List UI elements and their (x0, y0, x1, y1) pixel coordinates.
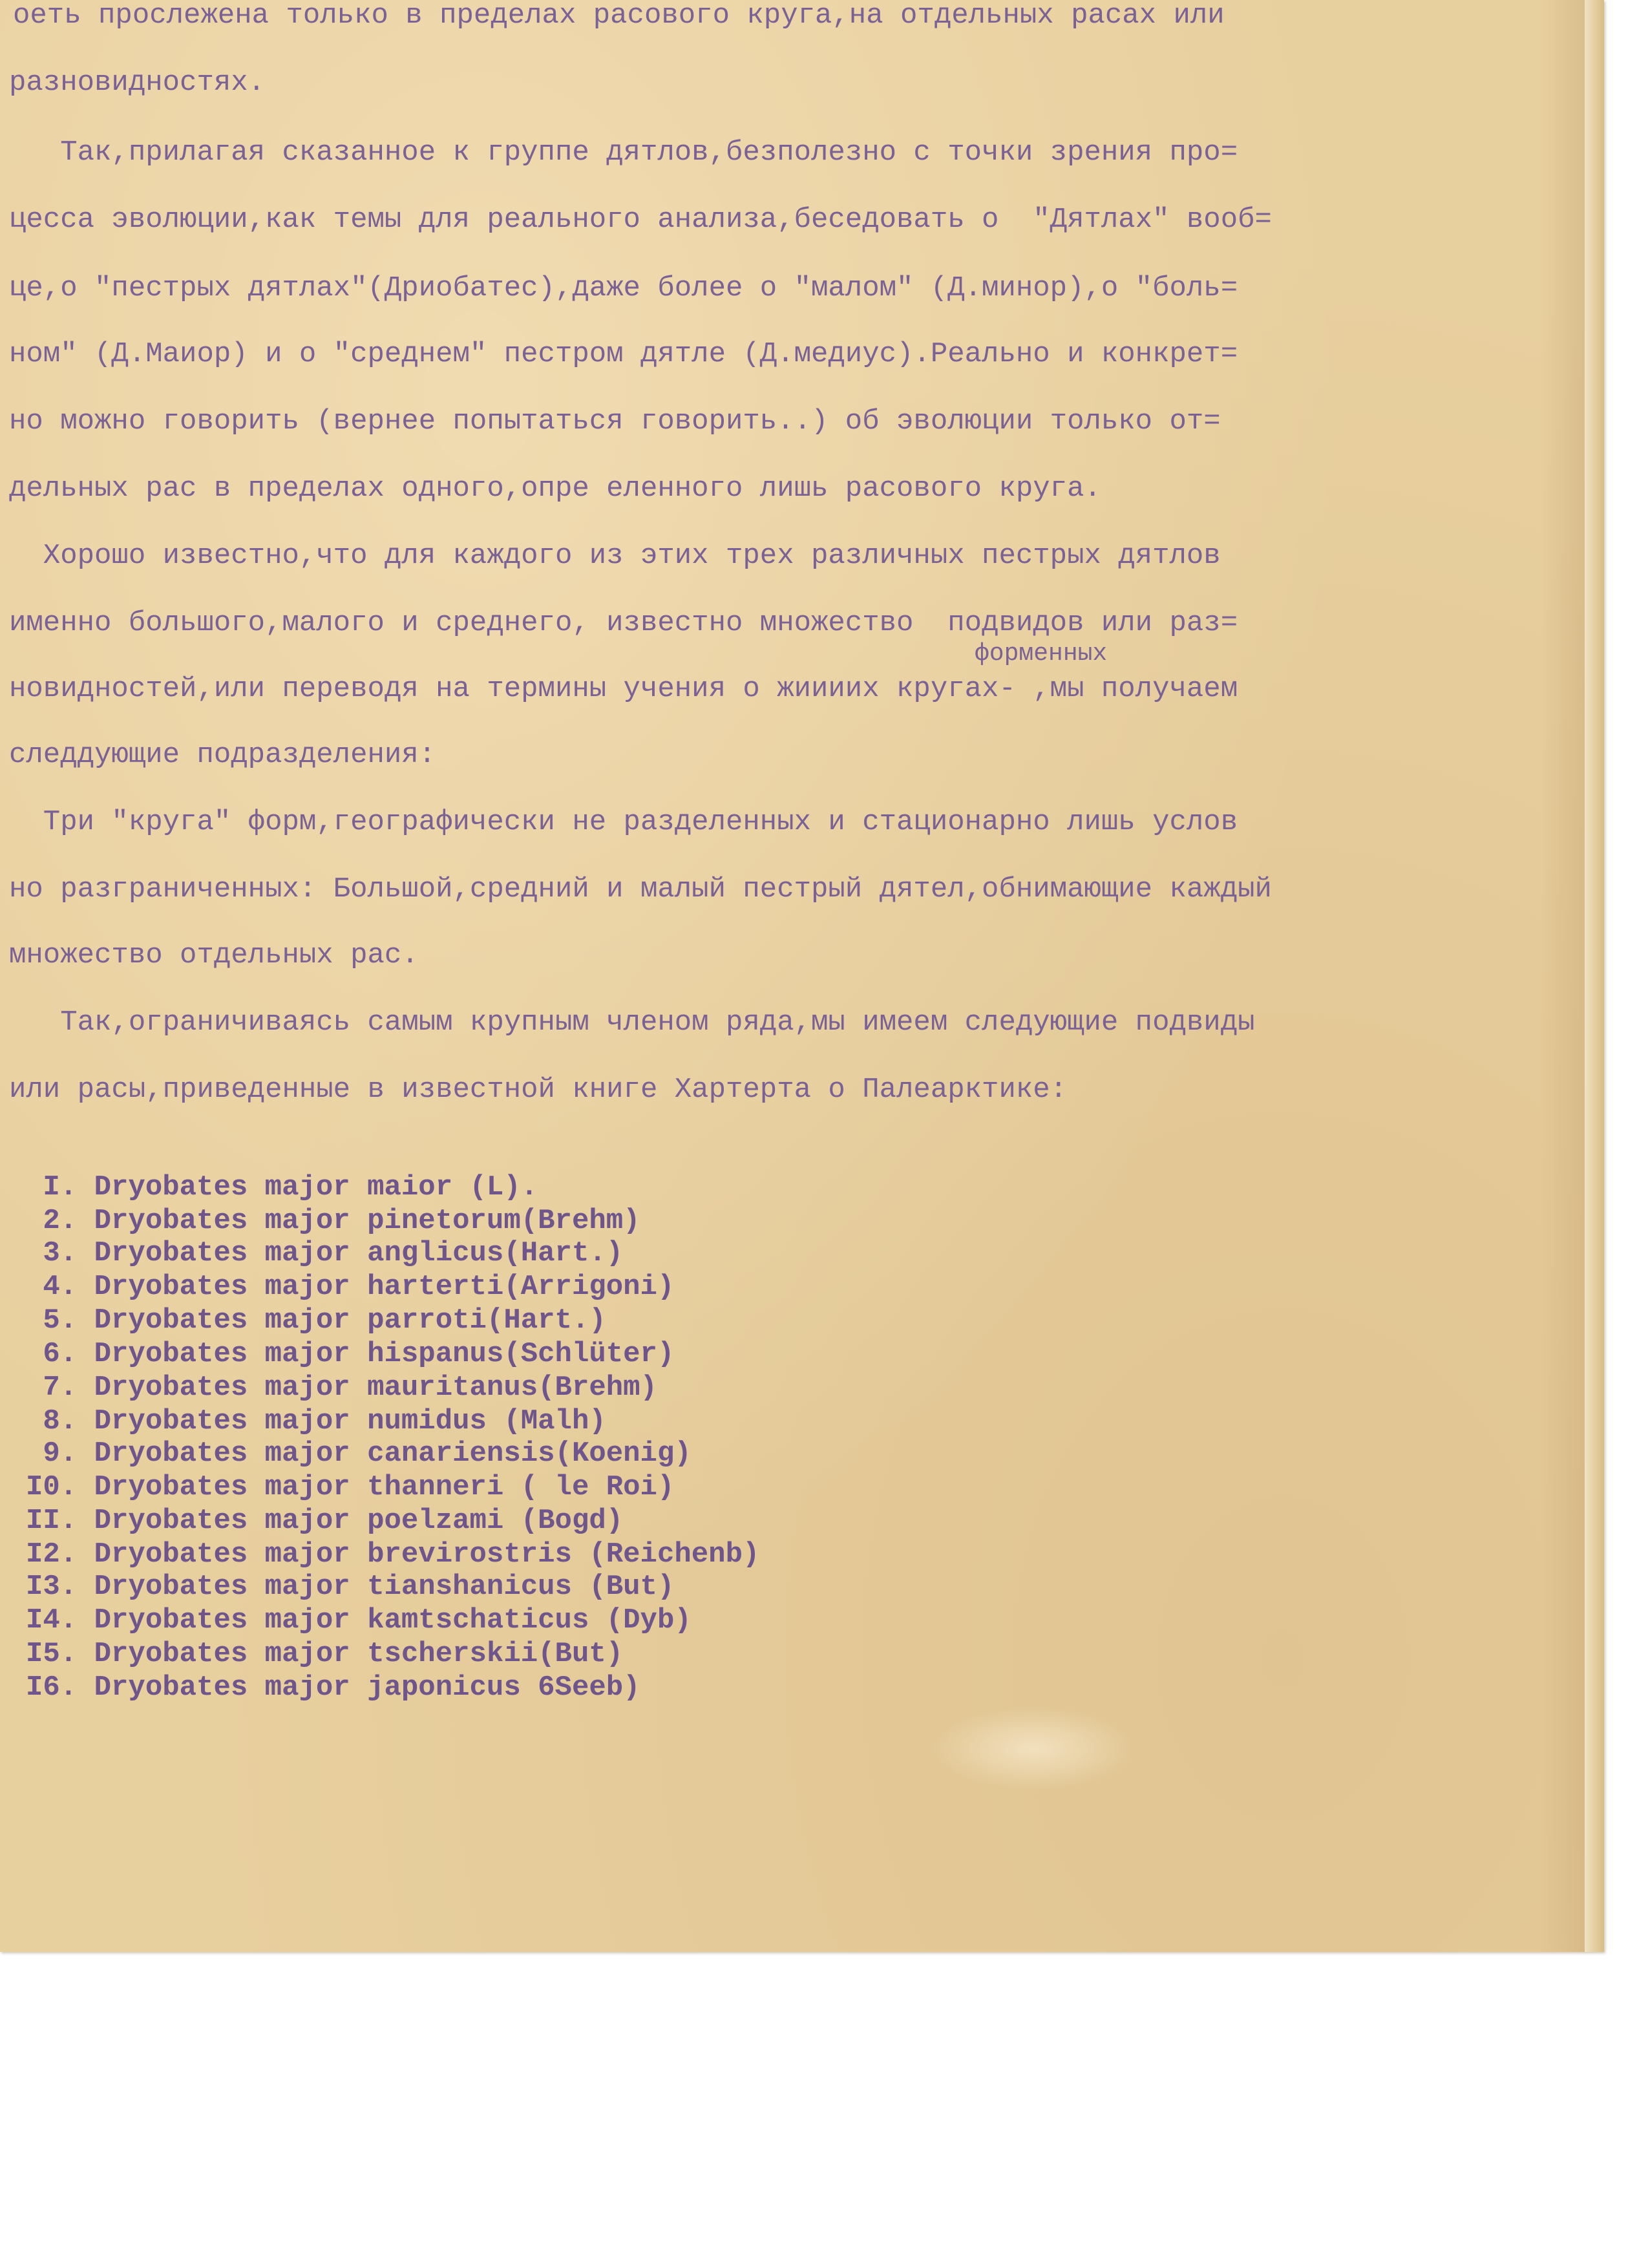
list-item: I. Dryobates major maior (L). (26, 1171, 538, 1203)
paragraph-line: Хорошо известно,что для каждого из этих трех различных пестрых дятлов (9, 540, 1221, 572)
list-item: 9. Dryobates major canariensis(Koenig) (26, 1437, 692, 1470)
list-item: I4. Dryobates major kamtschaticus (Dyb) (26, 1604, 692, 1637)
paragraph-line: но можно говорить (вернее попытаться говорить..) об эволюции только от= (9, 405, 1221, 438)
list-item: 8. Dryobates major numidus (Malh) (26, 1405, 606, 1437)
paragraph-line: Так,ограничиваясь самым крупным членом ряда,мы имеем следующие подвиды (9, 1006, 1255, 1039)
list-item: I5. Dryobates major tscherskii(But) (26, 1638, 624, 1670)
list-item: I2. Dryobates major brevirostris (Reichenb) (26, 1538, 760, 1571)
list-item: II. Dryobates major poelzami (Bogd) (26, 1505, 624, 1537)
paragraph-line: Три "круга" форм,географически не разделенных и стационарно лишь услов (9, 806, 1238, 838)
list-item: 4. Dryobates major harterti(Arrigoni) (26, 1271, 675, 1303)
list-item: 3. Dryobates major anglicus(Hart.) (26, 1237, 624, 1269)
paper-stain (931, 1706, 1137, 1790)
paragraph-line: це,о "пестрых дятлах"(Дриобатес),даже более о "малом" (Д.минор),о "боль= (9, 272, 1238, 304)
paragraph-line: цесса эволюции,как темы для реального анализа,беседовать о "Дятлах" вооб= (9, 204, 1272, 236)
list-item: I0. Dryobates major thanneri ( le Roi) (26, 1471, 675, 1503)
paragraph-line: множество отдельных рас. (9, 939, 419, 971)
paragraph-line: следдующие подразделения: (9, 739, 436, 771)
paragraph-line: именно большого,малого и среднего, известно множество подвидов или раз= (9, 607, 1238, 639)
paragraph-line: Так,прилагая сказанное к группе дятлов,безполезно с точки зрения про= (9, 136, 1238, 169)
paragraph-line: новидностей,или переводя на термины учения о жиииих кругах- ,мы получаем (9, 673, 1238, 705)
list-item: 5. Dryobates major parroti(Hart.) (26, 1304, 606, 1337)
paragraph-line: ном" (Д.Маиор) и о "среднем" пестром дятле (Д.медиус).Реально и конкрет= (9, 338, 1238, 370)
list-item: I3. Dryobates major tianshanicus (But) (26, 1571, 675, 1603)
paragraph-line: разновидностях. (9, 67, 266, 99)
paragraph-line: дельных рас в пределах одного,опре еленного лишь расового круга. (9, 472, 1101, 505)
handwritten-insertion: форменных (975, 640, 1108, 668)
paragraph-line: оеть прослежена только в пределах расового круга,на отдельных расах или (13, 0, 1225, 32)
list-item: 6. Dryobates major hispanus(Schlüter) (26, 1338, 675, 1370)
page-edge (1585, 0, 1604, 1952)
list-item: I6. Dryobates major japonicus 6Seeb) (26, 1671, 640, 1704)
paragraph-line: или расы,приведенные в известной книге Хартерта о Палеарктике: (9, 1074, 1068, 1106)
paragraph-line: но разграниченных: Большой,средний и малый пестрый дятел,обнимающие каждый (9, 873, 1272, 906)
list-item: 2. Dryobates major pinetorum(Brehm) (26, 1205, 640, 1237)
list-item: 7. Dryobates major mauritanus(Brehm) (26, 1372, 657, 1404)
